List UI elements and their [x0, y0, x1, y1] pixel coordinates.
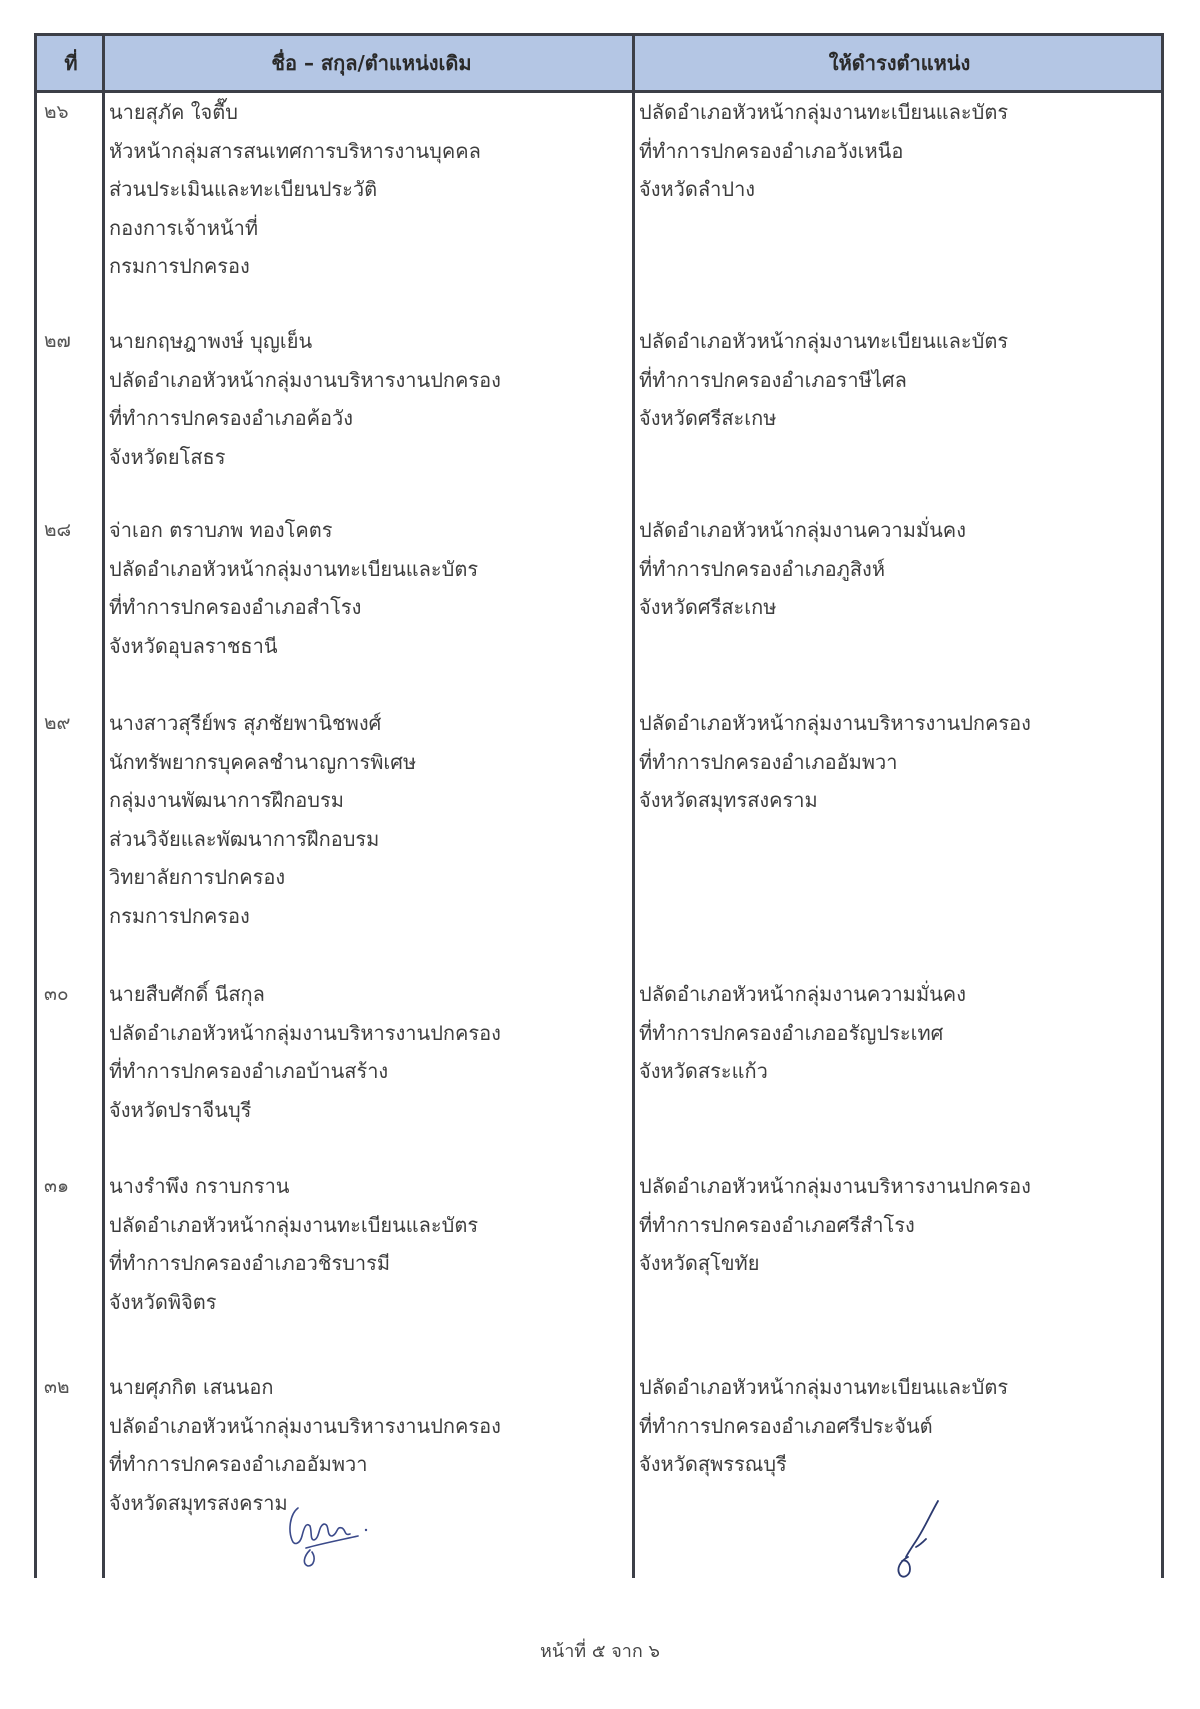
old-position-line: ปลัดอำเภอหัวหน้ากลุ่มงานทะเบียนและบัตร — [109, 556, 479, 581]
row-number: ๒๙ — [44, 712, 71, 734]
old-position — [109, 704, 629, 935]
table-header — [34, 33, 1164, 93]
new-position-line: ปลัดอำเภอหัวหน้ากลุ่มงานทะเบียนและบัตร — [639, 100, 1009, 124]
new-position-line: ที่ทำการปกครองอำเภอศรีประจันต์ — [639, 1413, 933, 1438]
new-position — [639, 93, 1159, 209]
signature-right-icon — [880, 1495, 960, 1585]
old-position-line: จังหวัดอุบลราชธานี — [109, 633, 278, 658]
old-position-line: จังหวัดสมุทรสงคราม — [109, 1490, 288, 1515]
new-position-line: ปลัดอำเภอหัวหน้ากลุ่มงานทะเบียนและบัตร — [639, 329, 1009, 353]
new-position — [639, 511, 1159, 627]
appointment-table — [34, 33, 1164, 1578]
new-position-line: ปลัดอำเภอหัวหน้ากลุ่มงานทะเบียนและบัตร — [639, 1375, 1009, 1399]
new-position-line: ที่ทำการปกครองอำเภอภูสิงห์ — [639, 556, 885, 581]
old-position-line: จังหวัดพิจิตร — [109, 1289, 217, 1314]
new-position-line: ปลัดอำเภอหัวหน้ากลุ่มงานความมั่นคง — [639, 518, 966, 542]
new-position-line: จังหวัดลำปาง — [639, 177, 756, 201]
new-position-line: ที่ทำการปกครองอำเภอราษีไศล — [639, 367, 907, 392]
new-position-line: จังหวัดศรีสะเกษ — [639, 406, 777, 430]
new-position-line: ที่ทำการปกครองอำเภอวังเหนือ — [639, 138, 904, 163]
signature-left-icon — [280, 1500, 390, 1575]
new-position-line: จังหวัดสุพรรณบุรี — [639, 1452, 787, 1476]
old-position-line: ส่วนวิจัยและพัฒนาการฝึกอบรม — [109, 826, 380, 851]
new-position — [639, 322, 1159, 438]
row-number: ๓๒ — [44, 1376, 70, 1398]
old-position — [109, 1368, 629, 1522]
person-name: นางสาวสุรีย์พร สุภชัยพานิชพงศ์ — [109, 711, 382, 735]
new-position-line: จังหวัดสระแก้ว — [639, 1059, 768, 1083]
old-position-line: นักทรัพยากรบุคคลชำนาญการพิเศษ — [109, 749, 417, 774]
old-position-line: ปลัดอำเภอหัวหน้ากลุ่มงานบริหารงานปกครอง — [109, 367, 501, 392]
old-position-line: กรมการปกครอง — [109, 254, 250, 278]
person-name: นายศุภกิต เสนนอก — [109, 1375, 274, 1399]
new-position-line: จังหวัดสมุทรสงคราม — [639, 788, 818, 812]
header-old-position: ชื่อ – สกุล/ตำแหน่งเดิม — [271, 51, 472, 75]
person-name: นายสุภัค ใจตื๊บ — [109, 100, 238, 124]
new-position — [639, 975, 1159, 1091]
header-no: ที่ — [64, 51, 78, 75]
old-position-line: ปลัดอำเภอหัวหน้ากลุ่มงานบริหารงานปกครอง — [109, 1413, 501, 1438]
row-number: ๒๖ — [44, 101, 69, 123]
old-position-line: กองการเจ้าหน้าที่ — [109, 215, 259, 240]
old-position-line: ที่ทำการปกครองอำเภออัมพวา — [109, 1452, 368, 1476]
old-position — [109, 975, 629, 1129]
row-number: ๓๐ — [44, 983, 69, 1005]
old-position-line: จังหวัดยโสธร — [109, 444, 226, 469]
old-position — [109, 322, 629, 476]
table-body — [34, 93, 1164, 1578]
new-position-line: ปลัดอำเภอหัวหน้ากลุ่มงานบริหารงานปกครอง — [639, 1174, 1031, 1198]
person-name: นางรำพึง กราบกราน — [109, 1174, 290, 1198]
row-number: ๒๗ — [44, 330, 71, 352]
old-position-line: ที่ทำการปกครองอำเภอวชิรบารมี — [109, 1251, 391, 1275]
old-position-line: ที่ทำการปกครองอำเภอสำโรง — [109, 595, 362, 619]
new-position-line: ปลัดอำเภอหัวหน้ากลุ่มงานบริหารงานปกครอง — [639, 711, 1031, 735]
new-position — [639, 1368, 1159, 1484]
new-position-line: ที่ทำการปกครองอำเภอศรีสำโรง — [639, 1212, 915, 1237]
new-position-line: ที่ทำการปกครองอำเภออรัญประเทศ — [639, 1020, 944, 1045]
person-name: นายสืบศักดิ์ นีสกุล — [109, 982, 265, 1006]
old-position-line: จังหวัดปราจีนบุรี — [109, 1097, 252, 1122]
person-name: นายกฤษฎาพงษ์ บุญเย็น — [109, 329, 313, 353]
new-position — [639, 704, 1159, 820]
old-position-line: ปลัดอำเภอหัวหน้ากลุ่มงานทะเบียนและบัตร — [109, 1212, 479, 1237]
old-position-line: วิทยาลัยการปกครอง — [109, 865, 286, 889]
old-position-line: ที่ทำการปกครองอำเภอค้อวัง — [109, 406, 354, 430]
old-position — [109, 1167, 629, 1321]
page-number: หน้าที่ ๕ จาก ๖ — [540, 1641, 660, 1662]
old-position — [109, 93, 629, 286]
old-position-line: กลุ่มงานพัฒนาการฝึกอบรม — [109, 788, 344, 812]
header-new-position: ให้ดำรงตำแหน่ง — [828, 51, 971, 75]
old-position-line: ส่วนประเมินและทะเบียนประวัติ — [109, 177, 378, 201]
person-name: จ่าเอก ตราบภพ ทองโคตร — [109, 518, 333, 542]
row-number: ๒๘ — [44, 519, 72, 541]
new-position-line: จังหวัดศรีสะเกษ — [639, 595, 777, 619]
old-position — [109, 511, 629, 665]
row-number: ๓๑ — [44, 1175, 70, 1197]
old-position-line: ที่ทำการปกครองอำเภอบ้านสร้าง — [109, 1059, 389, 1083]
new-position — [639, 1167, 1159, 1283]
old-position-line: กรมการปกครอง — [109, 903, 250, 928]
new-position-line: ที่ทำการปกครองอำเภออัมพวา — [639, 749, 898, 774]
new-position-line: ปลัดอำเภอหัวหน้ากลุ่มงานความมั่นคง — [639, 982, 966, 1006]
old-position-line: หัวหน้ากลุ่มสารสนเทศการบริหารงานบุคคล — [109, 138, 481, 163]
old-position-line: ปลัดอำเภอหัวหน้ากลุ่มงานบริหารงานปกครอง — [109, 1020, 501, 1045]
new-position-line: จังหวัดสุโขทัย — [639, 1251, 760, 1275]
